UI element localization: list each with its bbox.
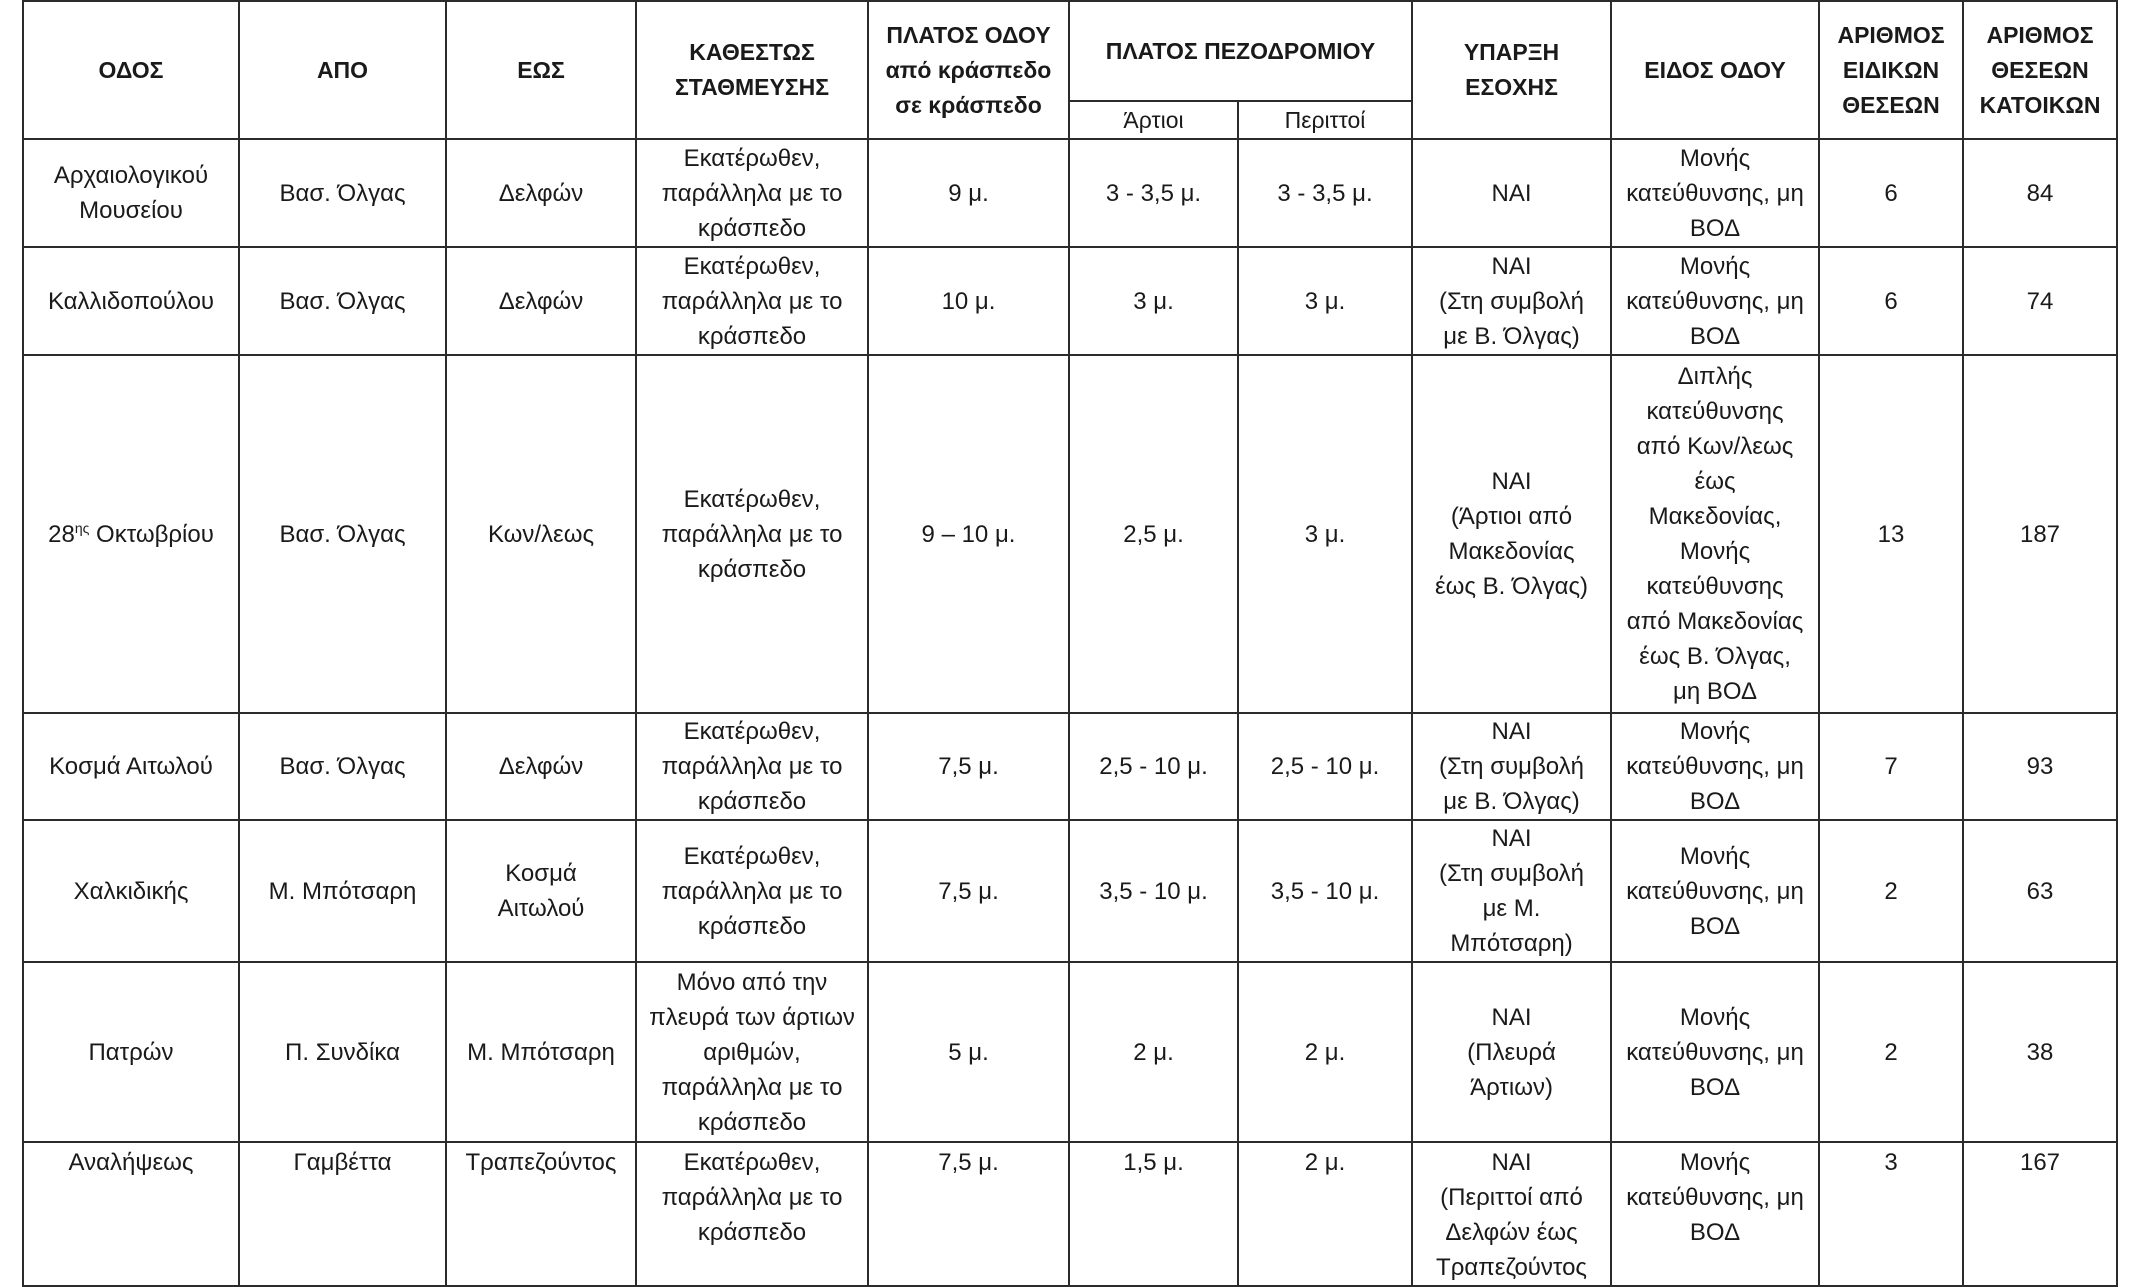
cell-from: Βασ. Όλγας [239,713,446,820]
cell-from: Μ. Μπότσαρη [239,820,446,962]
cell-resident-spots: 167 [1963,1142,2117,1286]
cell-sidewalk-odd: 2 μ. [1238,962,1412,1142]
street-name: Οκτωβρίου [89,520,214,548]
cell-sidewalk-even: 3 μ. [1069,247,1238,355]
cell-bulge: ΝΑΙ (Πλευρά Άρτιων) [1412,962,1611,1142]
cell-parking: Μόνο από την πλευρά των άρτιων αριθμών, παράλληλα με το κράσπεδο [636,962,868,1142]
cell-from: Βασ. Όλγας [239,139,446,247]
cell-sidewalk-odd: 2,5 - 10 μ. [1238,713,1412,820]
street-ordinal-suffix: ης [74,519,90,536]
cell-street: Καλλιδοπούλου [23,247,239,355]
cell-to: Κοσμά Αιτωλού [446,820,636,962]
cell-sidewalk-even: 2,5 - 10 μ. [1069,713,1238,820]
cell-sidewalk-odd: 3,5 - 10 μ. [1238,820,1412,962]
cell-resident-spots: 63 [1963,820,2117,962]
cell-to: Δελφών [446,713,636,820]
cell-sidewalk-even: 1,5 μ. [1069,1142,1238,1286]
cell-resident-spots: 74 [1963,247,2117,355]
header-road-type: ΕΙΔΟΣ ΟΔΟΥ [1611,1,1819,139]
table-row [23,1142,2117,1286]
table-row [23,962,2117,1142]
cell-to: Τραπεζούντος [446,1142,636,1286]
cell-special-spots: 6 [1819,139,1963,247]
cell-road-width: 5 μ. [868,962,1069,1142]
cell-resident-spots: 38 [1963,962,2117,1142]
cell-parking: Εκατέρωθεν, παράλληλα με το κράσπεδο [636,820,868,962]
header-parking-status: ΚΑΘΕΣΤΩΣ ΣΤΑΘΜΕΥΣΗΣ [636,1,868,139]
cell-parking: Εκατέρωθεν, παράλληλα με το κράσπεδο [636,247,868,355]
cell-road-type: Διπλής κατεύθυνσης από Κων/λεως έως Μακεδονίας, Μονής κατεύθυνσης από Μακεδονίας έως Β. Όλγας, μη ΒΟΔ [1611,355,1819,713]
header-sidewalk-odd: Περιττοί [1238,101,1412,139]
cell-road-width: 7,5 μ. [868,713,1069,820]
cell-from: Βασ. Όλγας [239,247,446,355]
cell-road-type: Μονής κατεύθυνσης, μη ΒΟΔ [1611,247,1819,355]
cell-parking: Εκατέρωθεν, παράλληλα με το κράσπεδο [636,355,868,713]
table-row [23,820,2117,962]
cell-street: Πατρών [23,962,239,1142]
cell-special-spots: 13 [1819,355,1963,713]
cell-bulge: ΝΑΙ (Άρτιοι από Μακεδονίας έως Β. Όλγας) [1412,355,1611,713]
cell-road-type: Μονής κατεύθυνσης, μη ΒΟΔ [1611,962,1819,1142]
header-road-width: ΠΛΑΤΟΣ ΟΔΟΥ από κράσπεδο σε κράσπεδο [868,1,1069,139]
cell-from: Βασ. Όλγας [239,355,446,713]
cell-resident-spots: 93 [1963,713,2117,820]
cell-bulge: ΝΑΙ (Στη συμβολή με Β. Όλγας) [1412,713,1611,820]
table-body [23,139,2117,1286]
header-street: ΟΔΟΣ [23,1,239,139]
cell-to: Δελφών [446,247,636,355]
cell-road-width: 10 μ. [868,247,1069,355]
cell-road-type: Μονής κατεύθυνσης, μη ΒΟΔ [1611,820,1819,962]
cell-street: Αρχαιολογικού Μουσείου [23,139,239,247]
cell-road-width: 9 μ. [868,139,1069,247]
header-sidewalk-width: ΠΛΑΤΟΣ ΠΕΖΟΔΡΟΜΙΟΥ [1069,1,1412,101]
header-bulge: ΥΠΑΡΞΗ ΕΣΟΧΗΣ [1412,1,1611,139]
table-row [23,139,2117,247]
header-to: ΕΩΣ [446,1,636,139]
cell-parking: Εκατέρωθεν, παράλληλα με το κράσπεδο [636,713,868,820]
table-row [23,713,2117,820]
cell-special-spots: 7 [1819,713,1963,820]
cell-special-spots: 2 [1819,962,1963,1142]
header-sidewalk-even: Άρτιοι [1069,101,1238,139]
cell-bulge: ΝΑΙ [1412,139,1611,247]
cell-special-spots: 2 [1819,820,1963,962]
cell-sidewalk-odd: 3 - 3,5 μ. [1238,139,1412,247]
cell-to: Μ. Μπότσαρη [446,962,636,1142]
street-number: 28 [48,520,75,548]
cell-parking: Εκατέρωθεν, παράλληλα με το κράσπεδο [636,1142,868,1286]
header-resident-spots: ΑΡΙΘΜΟΣ ΘΕΣΕΩΝ ΚΑΤΟΙΚΩΝ [1963,1,2117,139]
header-special-spots: ΑΡΙΘΜΟΣ ΕΙΔΙΚΩΝ ΘΕΣΕΩΝ [1819,1,1963,139]
parking-regulations-table [22,0,2118,1287]
cell-parking: Εκατέρωθεν, παράλληλα με το κράσπεδο [636,139,868,247]
cell-road-type: Μονής κατεύθυνσης, μη ΒΟΔ [1611,139,1819,247]
cell-road-width: 7,5 μ. [868,1142,1069,1286]
cell-special-spots: 3 [1819,1142,1963,1286]
cell-sidewalk-odd: 3 μ. [1238,247,1412,355]
cell-road-type: Μονής κατεύθυνσης, μη ΒΟΔ [1611,713,1819,820]
cell-bulge: ΝΑΙ (Περιττοί από Δελφών έως Τραπεζούντος [1412,1142,1611,1286]
cell-sidewalk-even: 3,5 - 10 μ. [1069,820,1238,962]
cell-street: Αναλήψεως [23,1142,239,1286]
cell-resident-spots: 187 [1963,355,2117,713]
cell-sidewalk-even: 3 - 3,5 μ. [1069,139,1238,247]
cell-to: Δελφών [446,139,636,247]
cell-bulge: ΝΑΙ (Στη συμβολή με Μ. Μπότσαρη) [1412,820,1611,962]
cell-sidewalk-odd: 2 μ. [1238,1142,1412,1286]
cell-sidewalk-odd: 3 μ. [1238,355,1412,713]
cell-road-width: 9 – 10 μ. [868,355,1069,713]
cell-street [23,355,239,713]
cell-sidewalk-even: 2 μ. [1069,962,1238,1142]
header-from: ΑΠΟ [239,1,446,139]
header-row [23,1,2117,101]
cell-road-width: 7,5 μ. [868,820,1069,962]
cell-bulge: ΝΑΙ (Στη συμβολή με Β. Όλγας) [1412,247,1611,355]
cell-from: Γαμβέττα [239,1142,446,1286]
table-row [23,355,2117,713]
cell-from: Π. Συνδίκα [239,962,446,1142]
cell-street: Χαλκιδικής [23,820,239,962]
cell-street: Κοσμά Αιτωλού [23,713,239,820]
cell-road-type: Μονής κατεύθυνσης, μη ΒΟΔ [1611,1142,1819,1286]
cell-to: Κων/λεως [446,355,636,713]
cell-special-spots: 6 [1819,247,1963,355]
table-row [23,247,2117,355]
table-header [23,1,2117,139]
cell-resident-spots: 84 [1963,139,2117,247]
cell-sidewalk-even: 2,5 μ. [1069,355,1238,713]
